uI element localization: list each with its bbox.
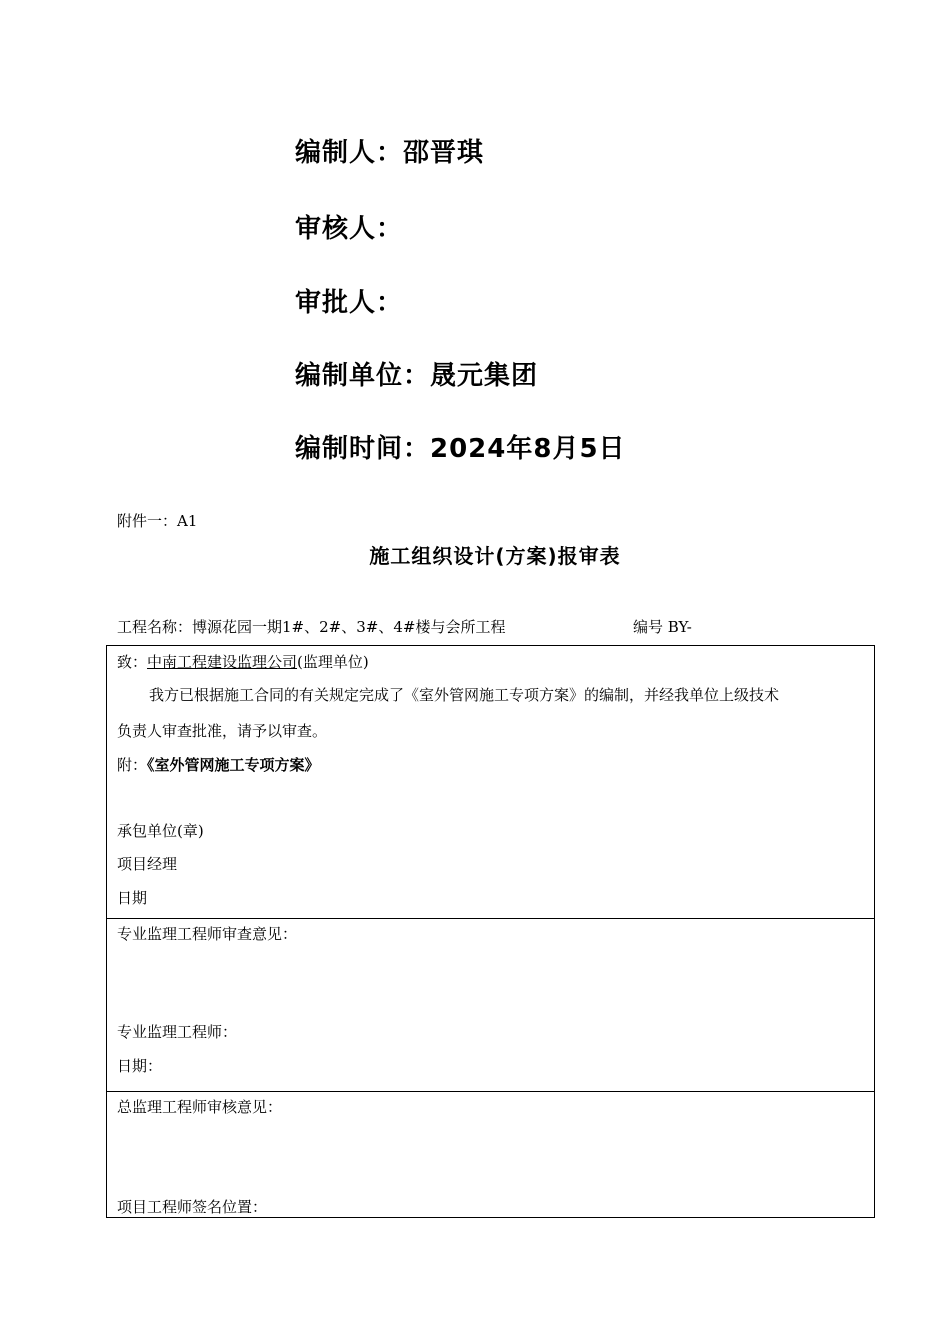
- chief-review-title: 总监理工程师审核意见：: [117, 1098, 283, 1116]
- attach-doc: 《室外管网施工专项方案》: [147, 756, 320, 774]
- body-line-1: 我方已根据施工合同的有关规定完成了《室外管网施工专项方案》的编制，并经我单位上级技术: [149, 686, 780, 704]
- cover-unit: 编制单位：晟元集团: [295, 361, 539, 391]
- pm-label: 项目经理: [117, 855, 178, 873]
- cover-date: 编制时间：2024年8月5日: [295, 434, 626, 464]
- to-prefix: 致：: [117, 653, 148, 671]
- supervisor-company: 中南工程建设监理公司: [147, 653, 298, 671]
- engineer-date-label: 日期：: [117, 1057, 163, 1075]
- engineer-review-section: [107, 918, 874, 1092]
- engineer-label: 专业监理工程师：: [117, 1023, 238, 1041]
- contractor-label: 承包单位(章): [117, 822, 204, 840]
- form-title: 施工组织设计(方案)报审表: [369, 544, 621, 568]
- project-name: 工程名称：博源花园一期1#、2#、3#、4#楼与会所工程: [117, 618, 506, 636]
- cover-reviewer: 审核人：: [295, 214, 404, 244]
- signature-location-label: 项目工程师签名位置：: [117, 1198, 268, 1216]
- addressee-line: [117, 651, 369, 672]
- chief-review-section: [107, 1091, 874, 1217]
- cover-approver: 审批人：: [295, 288, 404, 318]
- engineer-review-title: 专业监理工程师审查意见：: [117, 925, 298, 943]
- number-label: 编号 BY-: [633, 618, 692, 636]
- cover-compiler: 编制人：邵晋琪: [295, 138, 485, 168]
- date-label: 日期: [117, 889, 148, 907]
- submission-section: [107, 646, 874, 919]
- attach-prefix: 附：: [117, 756, 148, 774]
- attachment-line: [117, 754, 320, 775]
- body-line-2: 负责人审查批准，请予以审查。: [117, 722, 328, 740]
- review-form-table: [106, 645, 875, 1218]
- supervisor-unit-label: (监理单位): [297, 653, 369, 671]
- attachment-label: 附件一：A1: [117, 512, 198, 530]
